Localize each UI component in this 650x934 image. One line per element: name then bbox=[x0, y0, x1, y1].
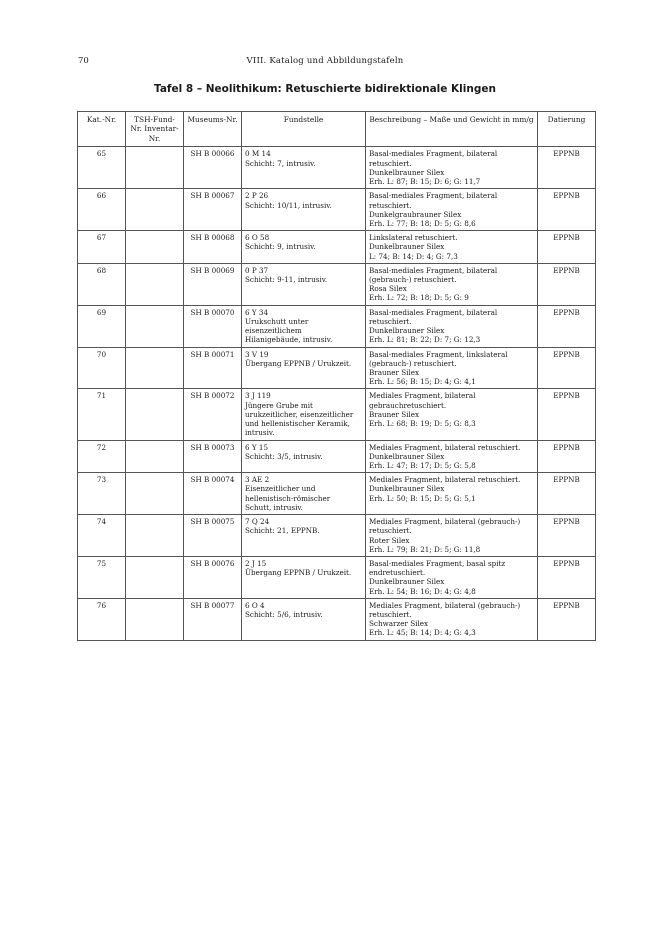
tsh-fund-nr-cell bbox=[126, 189, 184, 231]
beschreibung-cell bbox=[366, 263, 538, 305]
beschreibung-cell-line: Dunkelbrauner Silex bbox=[369, 577, 445, 587]
column-header-museums-nr: Museums-Nr. bbox=[184, 112, 242, 147]
museums-nr-cell: SH B 00073 bbox=[184, 440, 242, 473]
fundstelle-cell bbox=[242, 598, 366, 640]
beschreibung-cell-line: Erh. L: 50; B: 15; D: 5; G: 5,1 bbox=[369, 493, 476, 503]
beschreibung-cell bbox=[366, 147, 538, 189]
tsh-fund-nr-cell bbox=[126, 515, 184, 557]
beschreibung-cell-line: Basal-mediales Fragment, bilateral bbox=[369, 191, 498, 201]
beschreibung-cell-line: Roter Silex bbox=[369, 535, 410, 545]
kat-nr-cell: 70 bbox=[78, 347, 126, 389]
fundstelle-cell bbox=[242, 305, 366, 347]
fundstelle-cell-line: 0 M 14 bbox=[245, 149, 271, 159]
beschreibung-cell-line: retuschiert. bbox=[369, 158, 412, 168]
column-header-kat-nr: Kat.-Nr. bbox=[78, 112, 126, 147]
table-row bbox=[78, 231, 596, 264]
column-header-tsh-fund-nr: TSH-Fund-Nr. Inventar-Nr. bbox=[126, 112, 184, 147]
beschreibung-cell bbox=[366, 347, 538, 389]
beschreibung-cell-line: Brauner Silex bbox=[369, 409, 420, 419]
fundstelle-cell-line: Schicht: 7, intrusiv. bbox=[245, 158, 316, 168]
beschreibung-cell-line: Mediales Fragment, bilateral bbox=[369, 391, 476, 401]
table-row bbox=[78, 147, 596, 189]
fundstelle-cell-line: 6 Y 34 bbox=[245, 307, 269, 317]
museums-nr-cell: SH B 00069 bbox=[184, 263, 242, 305]
beschreibung-cell-line: Basal-mediales Fragment, linkslateral bbox=[369, 349, 508, 359]
fundstelle-cell-line: 2 J 15 bbox=[245, 558, 267, 568]
museums-nr-cell: SH B 00066 bbox=[184, 147, 242, 189]
table-header-row bbox=[78, 112, 596, 147]
tsh-fund-nr-cell bbox=[126, 389, 184, 440]
museums-nr-cell: SH B 00067 bbox=[184, 189, 242, 231]
running-title: VIII. Katalog und Abbildungstafeln bbox=[246, 56, 404, 66]
kat-nr-cell: 75 bbox=[78, 556, 126, 598]
table-row bbox=[78, 263, 596, 305]
fundstelle-cell-line: 6 O 4 bbox=[245, 600, 265, 610]
beschreibung-cell bbox=[366, 305, 538, 347]
fundstelle-cell bbox=[242, 189, 366, 231]
fundstelle-cell-line: Eisenzeitlicher und bbox=[245, 484, 316, 494]
fundstelle-cell-line: 7 Q 24 bbox=[245, 517, 270, 527]
fundstelle-cell-line: Urukschutt unter bbox=[245, 316, 309, 326]
beschreibung-cell-line: Rosa Silex bbox=[369, 284, 407, 294]
beschreibung-cell-line: Erh. L: 72; B: 18; D: 5; G: 9 bbox=[369, 293, 469, 303]
beschreibung-cell-line: L: 74; B: 14; D: 4; G: 7,3 bbox=[369, 251, 458, 261]
running-header bbox=[78, 56, 572, 70]
table-body bbox=[78, 147, 596, 640]
beschreibung-cell-line: Erh. L: 47; B: 17; D: 5; G: 5,8 bbox=[369, 460, 476, 470]
beschreibung-cell-line: Dunkelbrauner Silex bbox=[369, 326, 445, 336]
kat-nr-cell: 76 bbox=[78, 598, 126, 640]
beschreibung-cell-line: retuschiert. bbox=[369, 200, 412, 210]
kat-nr-cell: 71 bbox=[78, 389, 126, 440]
fundstelle-cell-line: Schicht: 9, intrusiv. bbox=[245, 242, 316, 252]
fundstelle-cell-line: 3 AE 2 bbox=[245, 475, 270, 485]
beschreibung-cell-line: Brauner Silex bbox=[369, 368, 420, 377]
kat-nr-cell: 65 bbox=[78, 147, 126, 189]
beschreibung-cell-line: Mediales Fragment, bilateral retuschiert. bbox=[369, 442, 521, 452]
beschreibung-cell-line: Basal-mediales Fragment, bilateral bbox=[369, 149, 498, 159]
museums-nr-cell: SH B 00076 bbox=[184, 556, 242, 598]
museums-nr-cell: SH B 00070 bbox=[184, 305, 242, 347]
beschreibung-cell-line: Erh. L: 77; B: 18; D: 5; G: 8,6 bbox=[369, 218, 476, 228]
tsh-fund-nr-cell bbox=[126, 598, 184, 640]
fundstelle-cell-line: Übergang EPPNB / Urukzeit. bbox=[245, 358, 352, 368]
fundstelle-cell bbox=[242, 515, 366, 557]
beschreibung-cell-line: Dunkelbrauner Silex bbox=[369, 167, 445, 177]
fundstelle-cell-line: intrusiv. bbox=[245, 428, 275, 438]
table-row bbox=[78, 556, 596, 598]
tsh-fund-nr-cell bbox=[126, 263, 184, 305]
table-row bbox=[78, 347, 596, 389]
beschreibung-cell-line: Erh. L: 54; B: 16; D: 4; G: 4,8 bbox=[369, 586, 476, 596]
tsh-fund-nr-cell bbox=[126, 231, 184, 264]
column-header-fundstelle: Fundstelle bbox=[242, 112, 366, 147]
datierung-cell: EPPNB bbox=[538, 231, 596, 264]
kat-nr-cell: 68 bbox=[78, 263, 126, 305]
beschreibung-cell-line: Erh. L: 87; B: 15; D: 6; G: 11,7 bbox=[369, 177, 481, 187]
beschreibung-cell-line: retuschiert. bbox=[369, 526, 412, 536]
fundstelle-cell bbox=[242, 147, 366, 189]
beschreibung-cell-line: Erh. L: 45; B: 14; D: 4; G: 4,3 bbox=[369, 628, 476, 638]
table-row bbox=[78, 389, 596, 440]
plate-title: Tafel 8 – Neolithikum: Retuschierte bidirektionale Klingen bbox=[154, 83, 496, 95]
datierung-cell: EPPNB bbox=[538, 556, 596, 598]
fundstelle-cell-line: 3 V 19 bbox=[245, 349, 269, 359]
kat-nr-cell: 67 bbox=[78, 231, 126, 264]
datierung-cell: EPPNB bbox=[538, 440, 596, 473]
tsh-fund-nr-cell bbox=[126, 305, 184, 347]
fundstelle-cell-line: Schicht: 3/5, intrusiv. bbox=[245, 451, 323, 461]
tsh-fund-nr-cell bbox=[126, 147, 184, 189]
fundstelle-cell bbox=[242, 440, 366, 473]
fundstelle-cell-line: Schicht: 5/6, intrusiv. bbox=[245, 610, 323, 620]
fundstelle-cell-line: 3 J 119 bbox=[245, 391, 271, 401]
fundstelle-cell-line: Jüngere Grube mit bbox=[245, 400, 313, 410]
kat-nr-cell: 74 bbox=[78, 515, 126, 557]
kat-nr-cell: 69 bbox=[78, 305, 126, 347]
fundstelle-cell-line: Schicht: 9-11, intrusiv. bbox=[245, 275, 328, 285]
beschreibung-cell-line: Schwarzer Silex bbox=[369, 619, 429, 629]
datierung-cell: EPPNB bbox=[538, 389, 596, 440]
museums-nr-cell: SH B 00068 bbox=[184, 231, 242, 264]
beschreibung-cell-line: Dunkelbrauner Silex bbox=[369, 484, 445, 494]
beschreibung-cell bbox=[366, 440, 538, 473]
fundstelle-cell-line: 0 P 37 bbox=[245, 265, 269, 275]
kat-nr-cell: 66 bbox=[78, 189, 126, 231]
fundstelle-cell-line: und hellenistischer Keramik, bbox=[245, 419, 350, 429]
beschreibung-cell-line: Erh. L: 81; B: 22; D: 7; G: 12,3 bbox=[369, 335, 481, 345]
table-row bbox=[78, 515, 596, 557]
beschreibung-cell bbox=[366, 473, 538, 515]
beschreibung-cell-line: gebrauchretuschiert. bbox=[369, 400, 447, 410]
table-row bbox=[78, 473, 596, 515]
datierung-cell: EPPNB bbox=[538, 598, 596, 640]
datierung-cell: EPPNB bbox=[538, 515, 596, 557]
fundstelle-cell-line: eisenzeitlichem bbox=[245, 326, 302, 336]
table-row bbox=[78, 440, 596, 473]
tsh-fund-nr-cell bbox=[126, 473, 184, 515]
museums-nr-cell: SH B 00072 bbox=[184, 389, 242, 440]
table-row bbox=[78, 305, 596, 347]
museums-nr-cell: SH B 00071 bbox=[184, 347, 242, 389]
datierung-cell: EPPNB bbox=[538, 347, 596, 389]
kat-nr-cell: 73 bbox=[78, 473, 126, 515]
beschreibung-cell-line: Dunkelbrauner Silex bbox=[369, 451, 445, 461]
beschreibung-cell-line: Dunkelbrauner Silex bbox=[369, 242, 445, 252]
fundstelle-cell bbox=[242, 473, 366, 515]
beschreibung-cell-line: Linkslateral retuschiert. bbox=[369, 233, 458, 243]
beschreibung-cell-line: Erh. L: 68; B: 19; D: 5; G: 8,3 bbox=[369, 419, 476, 429]
page-number: 70 bbox=[78, 56, 89, 66]
beschreibung-cell-line: Mediales Fragment, bilateral retuschiert. bbox=[369, 475, 521, 485]
beschreibung-cell bbox=[366, 598, 538, 640]
fundstelle-cell bbox=[242, 231, 366, 264]
fundstelle-cell-line: Schicht: 10/11, intrusiv. bbox=[245, 200, 332, 210]
kat-nr-cell: 72 bbox=[78, 440, 126, 473]
tsh-fund-nr-cell bbox=[126, 556, 184, 598]
beschreibung-cell-line: Mediales Fragment, bilateral (gebrauch-) bbox=[369, 517, 521, 527]
beschreibung-cell bbox=[366, 389, 538, 440]
museums-nr-cell: SH B 00075 bbox=[184, 515, 242, 557]
fundstelle-cell-line: Übergang EPPNB / Urukzeit. bbox=[245, 568, 352, 578]
fundstelle-cell-line: 2 P 26 bbox=[245, 191, 269, 201]
beschreibung-cell-line: (gebrauch-) retuschiert. bbox=[369, 358, 457, 368]
datierung-cell: EPPNB bbox=[538, 147, 596, 189]
fundstelle-cell bbox=[242, 263, 366, 305]
tsh-fund-nr-cell bbox=[126, 440, 184, 473]
table-row bbox=[78, 598, 596, 640]
museums-nr-cell: SH B 00074 bbox=[184, 473, 242, 515]
beschreibung-cell-line: retuschiert. bbox=[369, 316, 412, 326]
beschreibung-cell-line: Basal-mediales Fragment, basal spitz bbox=[369, 558, 506, 568]
fundstelle-cell-line: Schutt, intrusiv. bbox=[245, 502, 303, 512]
beschreibung-cell bbox=[366, 556, 538, 598]
catalog-table bbox=[77, 111, 596, 641]
beschreibung-cell bbox=[366, 189, 538, 231]
beschreibung-cell bbox=[366, 231, 538, 264]
fundstelle-cell bbox=[242, 556, 366, 598]
beschreibung-cell-line: Basal-mediales Fragment, bilateral bbox=[369, 307, 498, 317]
beschreibung-cell-line: Erh. L: 56; B: 15; D: 4; G: 4,1 bbox=[369, 377, 476, 387]
fundstelle-cell-line: 6 Y 15 bbox=[245, 442, 269, 452]
fundstelle-cell-line: 6 O 58 bbox=[245, 233, 270, 243]
column-header-beschreibung: Beschreibung – Maße und Gewicht in mm/g bbox=[366, 112, 538, 147]
fundstelle-cell-line: Hilanigebäude, intrusiv. bbox=[245, 335, 333, 345]
datierung-cell: EPPNB bbox=[538, 473, 596, 515]
beschreibung-cell-line: Dunkelgraubrauner Silex bbox=[369, 209, 462, 219]
beschreibung-cell-line: Mediales Fragment, bilateral (gebrauch-) bbox=[369, 600, 521, 610]
tsh-fund-nr-cell bbox=[126, 347, 184, 389]
museums-nr-cell: SH B 00077 bbox=[184, 598, 242, 640]
fundstelle-cell-line: urukzeitlicher, eisenzeitlicher bbox=[245, 409, 354, 419]
column-header-datierung: Datierung bbox=[538, 112, 596, 147]
beschreibung-cell-line: retuschiert. bbox=[369, 610, 412, 620]
datierung-cell: EPPNB bbox=[538, 305, 596, 347]
fundstelle-cell-line: hellenistisch-römischer bbox=[245, 493, 331, 503]
beschreibung-cell-line: (gebrauch-) retuschiert. bbox=[369, 275, 457, 285]
table-row bbox=[78, 189, 596, 231]
datierung-cell: EPPNB bbox=[538, 189, 596, 231]
fundstelle-cell-line: Schicht: 21, EPPNB. bbox=[245, 526, 320, 536]
beschreibung-cell-line: Basal-mediales Fragment, bilateral bbox=[369, 265, 498, 275]
beschreibung-cell bbox=[366, 515, 538, 557]
beschreibung-cell-line: Erh. L: 79; B: 21; D: 5; G: 11,8 bbox=[369, 544, 481, 554]
fundstelle-cell bbox=[242, 347, 366, 389]
fundstelle-cell bbox=[242, 389, 366, 440]
datierung-cell: EPPNB bbox=[538, 263, 596, 305]
beschreibung-cell-line: endretuschiert. bbox=[369, 568, 426, 578]
